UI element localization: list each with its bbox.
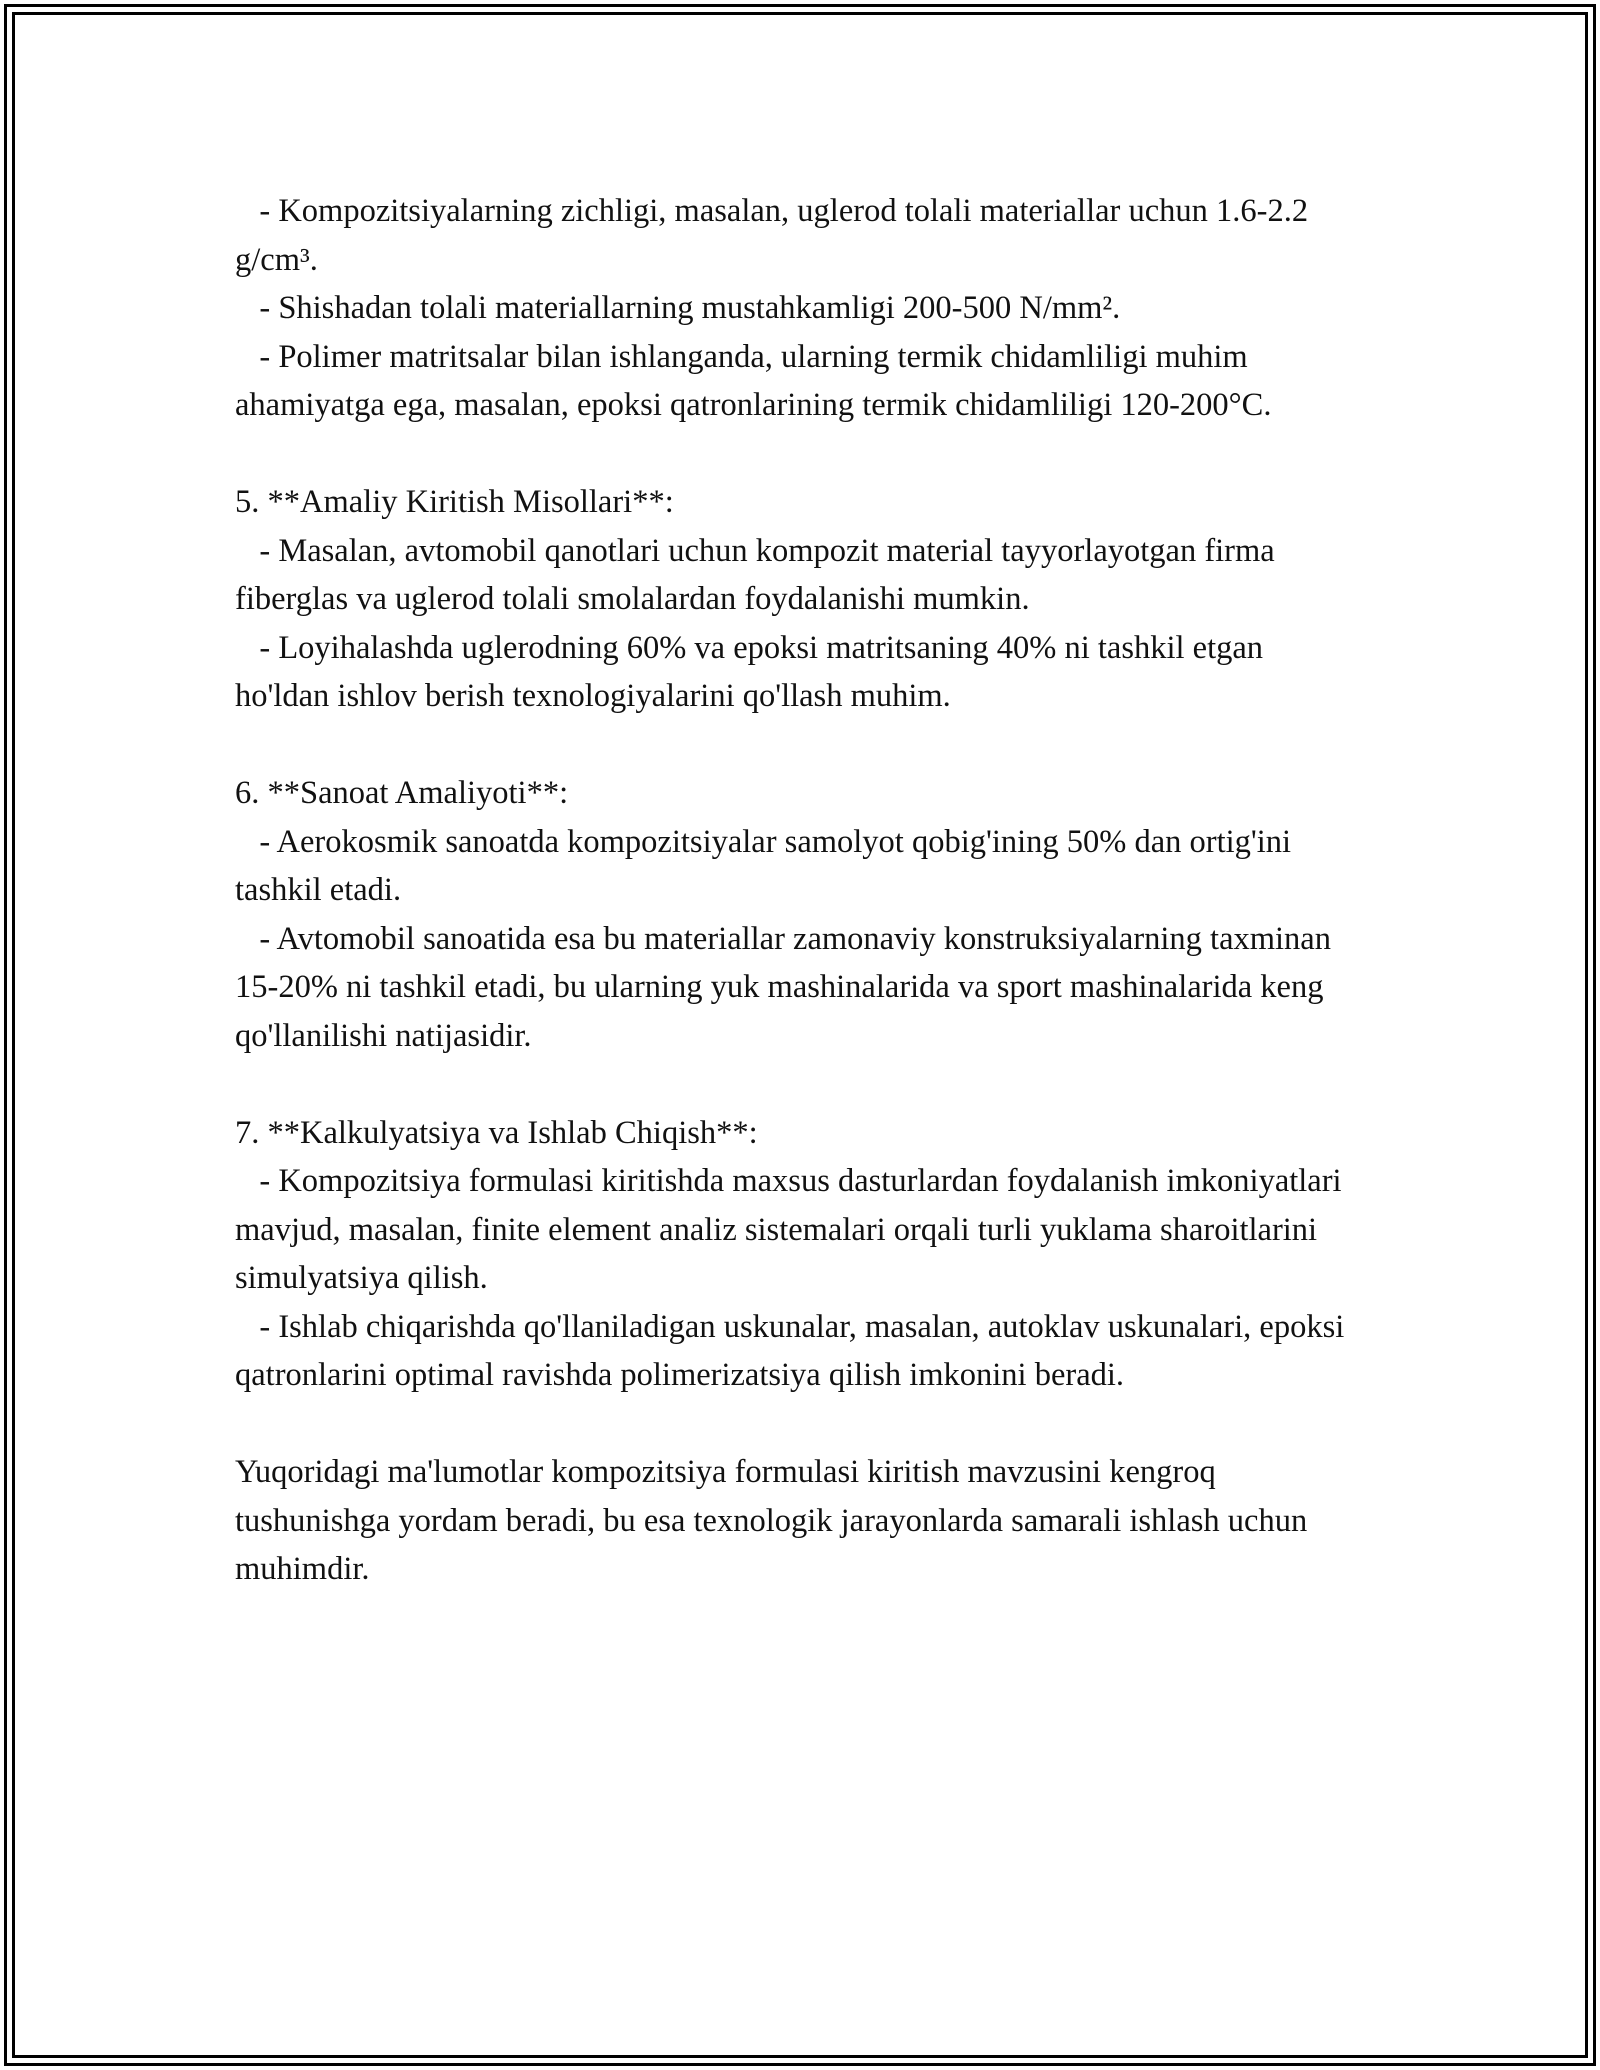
bullet-density: - Kompozitsiyalarning zichligi, masalan, uglerod tolali materiallar uchun 1.6-2.2 g/cm³. [235, 193, 1317, 278]
heading-section-5: 5. **Amaliy Kiritish Misollari**: [235, 484, 674, 520]
paragraph-spacer [235, 721, 1365, 770]
paragraph-spacer [235, 1400, 1365, 1449]
bullet-software-fea: - Kompozitsiya formulasi kiritishda maxsus dasturlardan foydalanish imkoniyatlari mavjud, masalan, finite element analiz sistemalari orqali turli yuklama sharoitlarini simulyatsiya qilish. [235, 1163, 1350, 1296]
heading-section-7: 7. **Kalkulyatsiya va Ishlab Chiqish**: [235, 1114, 758, 1151]
bullet-autoclave: - Ishlab chiqarishda qo'llaniladigan uskunalar, masalan, autoklav uskunalari, epoksi qatronlarini optimal ravishda polimerizatsiya qilish imkonini beradi. [235, 1308, 1353, 1393]
bullet-polymer-thermal-resistance: - Polimer matritsalar bilan ishlanganda, ularning termik chidamliligi muhim ahamiyatga ega, masalan, epoksi qatronlarining termik chidamliligi 120-200°C. [235, 338, 1272, 423]
bullet-aerospace: - Aerokosmik sanoatda kompozitsiyalar samolyot qobig'ining 50% dan ortig'ini tashkil etadi. [235, 823, 1300, 908]
bullet-design-ratio: - Loyihalashda uglerodning 60% va epoksi matritsaning 40% ni tashkil etgan ho'ldan ishlov berish texnologiyalarini qo'llash muhim. [235, 629, 1272, 714]
bullet-glass-fiber-strength: - Shishadan tolali materiallarning mustahkamligi 200-500 N/mm². [235, 290, 1121, 326]
paragraph-spacer [235, 1060, 1365, 1109]
paragraph-spacer [235, 430, 1365, 479]
document-body [235, 187, 1365, 1594]
bullet-automotive: - Avtomobil sanoatida esa bu materiallar zamonaviy konstruksiyalarning taxminan 15-20% ni tashkil etadi, bu ularning yuk mashinalarida va sport mashinalarida keng qo'llanilishi natijasidir. [235, 920, 1340, 1054]
bullet-car-wings-example: - Masalan, avtomobil qanotlari uchun kompozit material tayyorlayotgan firma fiberglas va uglerod tolali smolalardan foydalanishi mumkin. [235, 532, 1283, 617]
heading-section-6: 6. **Sanoat Amaliyoti**: [235, 775, 569, 811]
conclusion-paragraph: Yuqoridagi ma'lumotlar kompozitsiya formulasi kiritish mavzusini kengroq tushunishga yordam beradi, bu esa texnologik jarayonlarda samarali ishlash uchun muhimdir. [235, 1454, 1316, 1587]
